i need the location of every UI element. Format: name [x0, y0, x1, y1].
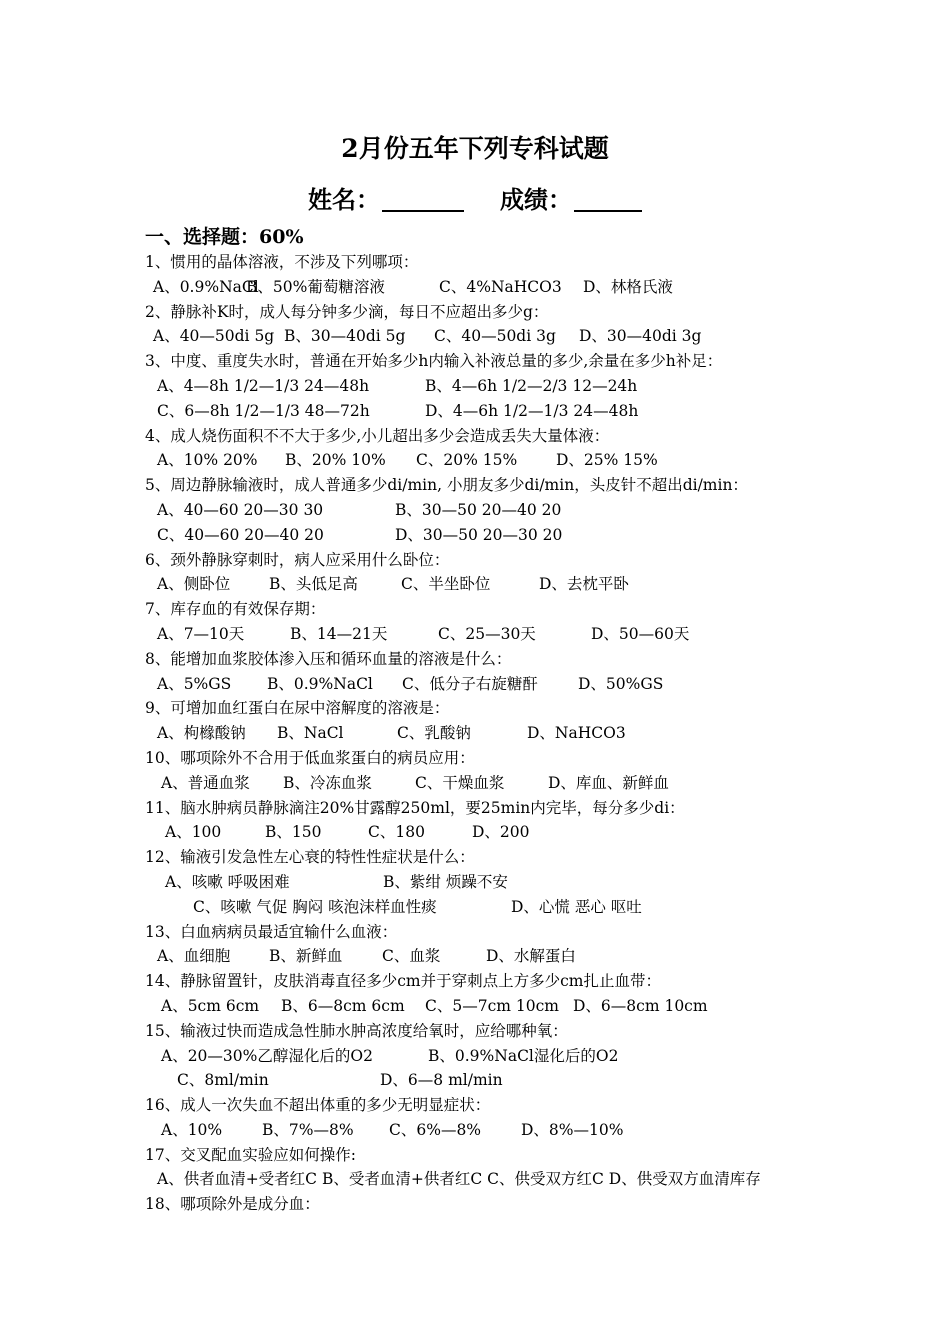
option[interactable]: D、25% 15%	[556, 451, 658, 470]
option[interactable]: D、4—6h 1/2—1/3 24—48h	[425, 401, 639, 420]
option[interactable]: B、0.9%NaCl湿化后的O2	[428, 1046, 619, 1065]
option[interactable]: A、7—10天	[157, 624, 245, 643]
option[interactable]: C、8ml/min	[177, 1071, 269, 1090]
question-13: 13、白血病病员最适宜输什么血液：	[145, 922, 398, 941]
page-title: 2月份五年下列专科试题	[341, 134, 609, 163]
option[interactable]: B、14—21天	[290, 624, 388, 643]
option[interactable]: C、乳酸钠	[397, 724, 471, 743]
option[interactable]: C、血浆	[382, 947, 441, 966]
option[interactable]: A、40—60 20—30 30	[157, 500, 324, 519]
option[interactable]: B、4—6h 1/2—2/3 12—24h	[425, 376, 638, 395]
option[interactable]: D、库血、新鲜血	[548, 773, 669, 792]
option[interactable]: B、头低足高	[269, 575, 358, 594]
question-3: 3、中度、重度失水时，普通在开始多少h内输入补液总量的多少,余量在多少h补足：	[145, 352, 723, 371]
option[interactable]: A、供者血清+受者红C B、受者血清+供者红C C、供受双方红C D、供受双方血清库存	[157, 1170, 761, 1189]
option[interactable]: D、6—8cm 10cm	[573, 996, 708, 1015]
option[interactable]: D、50%GS	[578, 674, 664, 693]
option[interactable]: C、干燥血浆	[415, 773, 505, 792]
option[interactable]: C、咳嗽 气促 胸闷 咳泡沫样血性痰	[193, 897, 437, 916]
question-5: 5、周边静脉输液时，成人普通多少di/min, 小朋友多少di/min，头皮针不超出di/min：	[145, 476, 748, 495]
question-6: 6、颈外静脉穿刺时，病人应采用什么卧位：	[145, 550, 450, 569]
option[interactable]: B、30—50 20—40 20	[395, 500, 562, 519]
option[interactable]: C、6—8h 1/2—1/3 48—72h	[157, 401, 370, 420]
option[interactable]: A、20—30%乙醇湿化后的O2	[161, 1046, 373, 1065]
question-13-options	[145, 944, 835, 969]
option[interactable]: B、新鲜血	[269, 947, 343, 966]
name-label: 姓名：	[308, 185, 380, 214]
option[interactable]: A、血细胞	[157, 947, 231, 966]
option[interactable]: D、30—40di 3g	[579, 327, 702, 346]
question-16: 16、成人一次失血不超出体重的多少无明显症状：	[145, 1096, 491, 1115]
question-9: 9、可增加血红蛋白在尿中溶解度的溶液是：	[145, 699, 450, 718]
score-label: 成绩：	[500, 185, 572, 214]
option[interactable]: D、去枕平卧	[539, 575, 629, 594]
option[interactable]: C、180	[368, 823, 425, 842]
option[interactable]: A、10% 20%	[157, 451, 258, 470]
question-12: 12、输液引发急性左心衰的特性性症状是什么：	[145, 848, 475, 867]
option[interactable]: D、30—50 20—30 20	[395, 525, 563, 544]
option[interactable]: A、普通血浆	[161, 773, 250, 792]
option[interactable]: A、100	[165, 823, 222, 842]
option[interactable]: C、40—60 20—40 20	[157, 525, 324, 544]
option[interactable]: C、半坐卧位	[401, 575, 491, 594]
question-11: 11、脑水肿病员静脉滴注20%甘露醇250ml，要25min内完毕，每分多少di：	[145, 798, 685, 817]
question-16-options	[145, 1118, 835, 1143]
question-14: 14、静脉留置针，皮肤消毒直径多少cm并于穿刺点上方多少cm扎止血带：	[145, 972, 661, 991]
option[interactable]: B、NaCl	[277, 724, 344, 743]
question-15: 15、输液过快而造成急性肺水肿高浓度给氧时，应给哪种氧：	[145, 1021, 568, 1040]
option[interactable]: D、水解蛋白	[486, 947, 576, 966]
question-15-options	[145, 1068, 835, 1093]
score-blank[interactable]	[574, 186, 642, 212]
option[interactable]: A、咳嗽 呼吸困难	[165, 872, 290, 891]
question-12-options	[145, 895, 835, 920]
question-7: 7、库存血的有效保存期：	[145, 600, 326, 619]
option[interactable]: B、30—40di 5g	[284, 327, 406, 346]
option[interactable]: D、8%—10%	[521, 1120, 624, 1139]
option[interactable]: B、冷冻血浆	[283, 773, 372, 792]
question-3-options	[145, 399, 835, 424]
option[interactable]: D、50—60天	[591, 624, 690, 643]
question-9-options	[145, 721, 835, 746]
question-3-options	[145, 374, 835, 399]
question-2: 2、静脉补K时，成人每分钟多少滴，每日不应超出多少g：	[145, 302, 549, 321]
option[interactable]: B、紫绀 烦躁不安	[383, 872, 508, 891]
question-17-options	[145, 1167, 835, 1192]
question-7-options	[145, 622, 835, 647]
question-10: 10、哪项除外不合用于低血浆蛋白的病员应用：	[145, 748, 475, 767]
option[interactable]: A、侧卧位	[157, 575, 231, 594]
option[interactable]: C、低分子右旋糖酐	[402, 674, 538, 693]
name-score-row	[0, 184, 950, 216]
option[interactable]: A、4—8h 1/2—1/3 24—48h	[157, 376, 370, 395]
option[interactable]: B、0.9%NaCl	[267, 674, 373, 693]
option[interactable]: B、150	[265, 823, 322, 842]
question-1: 1、惯用的晶体溶液，不涉及下列哪项：	[145, 253, 419, 271]
option[interactable]: A、0.9%NaCl	[153, 277, 259, 296]
option[interactable]: A、枸橼酸钠	[157, 724, 246, 743]
option[interactable]: A、10%	[161, 1120, 223, 1139]
option[interactable]: B、20% 10%	[285, 451, 386, 470]
option[interactable]: C、4%NaHCO3	[439, 277, 562, 296]
option[interactable]: C、6%—8%	[389, 1120, 482, 1139]
question-18: 18、哪项除外是成分血：	[145, 1195, 320, 1214]
question-6-options	[145, 572, 835, 597]
section-title: 一、选择题：60%	[145, 226, 304, 248]
question-4-options	[145, 448, 835, 473]
option[interactable]: A、5%GS	[157, 674, 232, 693]
name-blank[interactable]	[382, 186, 464, 212]
option[interactable]: D、6—8 ml/min	[380, 1071, 503, 1090]
question-14-options	[145, 994, 835, 1019]
question-1-options	[145, 275, 835, 300]
option[interactable]: B、50%葡萄糖溶液	[246, 277, 385, 296]
question-11-options	[145, 820, 835, 845]
question-15-options	[145, 1044, 835, 1069]
option[interactable]: A、5cm 6cm	[161, 996, 260, 1015]
question-10-options	[145, 771, 835, 796]
option[interactable]: A、40—50di 5g	[153, 327, 275, 346]
question-8: 8、能增加血浆胶体渗入压和循环血量的溶液是什么：	[145, 649, 512, 668]
question-17: 17、交叉配血实验应如何操作:	[145, 1145, 356, 1164]
question-5-options	[145, 498, 835, 523]
option[interactable]: B、7%—8%	[262, 1120, 354, 1139]
option[interactable]: C、25—30天	[438, 624, 536, 643]
option[interactable]: C、40—50di 3g	[434, 327, 556, 346]
option[interactable]: D、200	[472, 823, 530, 842]
option[interactable]: B、6—8cm 6cm	[281, 996, 405, 1015]
option[interactable]: D、NaHCO3	[527, 724, 626, 743]
option[interactable]: C、5—7cm 10cm	[425, 996, 559, 1015]
question-list	[145, 250, 835, 1217]
question-2-options	[145, 324, 835, 349]
option[interactable]: D、心慌 恶心 呕吐	[511, 897, 642, 916]
question-4: 4、成人烧伤面积不不大于多少,小儿超出多少会造成丢失大量体液：	[145, 426, 610, 445]
question-8-options	[145, 672, 835, 697]
question-12-options	[145, 870, 835, 895]
question-5-options	[145, 523, 835, 548]
option[interactable]: D、林格氏液	[583, 277, 673, 296]
option[interactable]: C、20% 15%	[416, 451, 518, 470]
